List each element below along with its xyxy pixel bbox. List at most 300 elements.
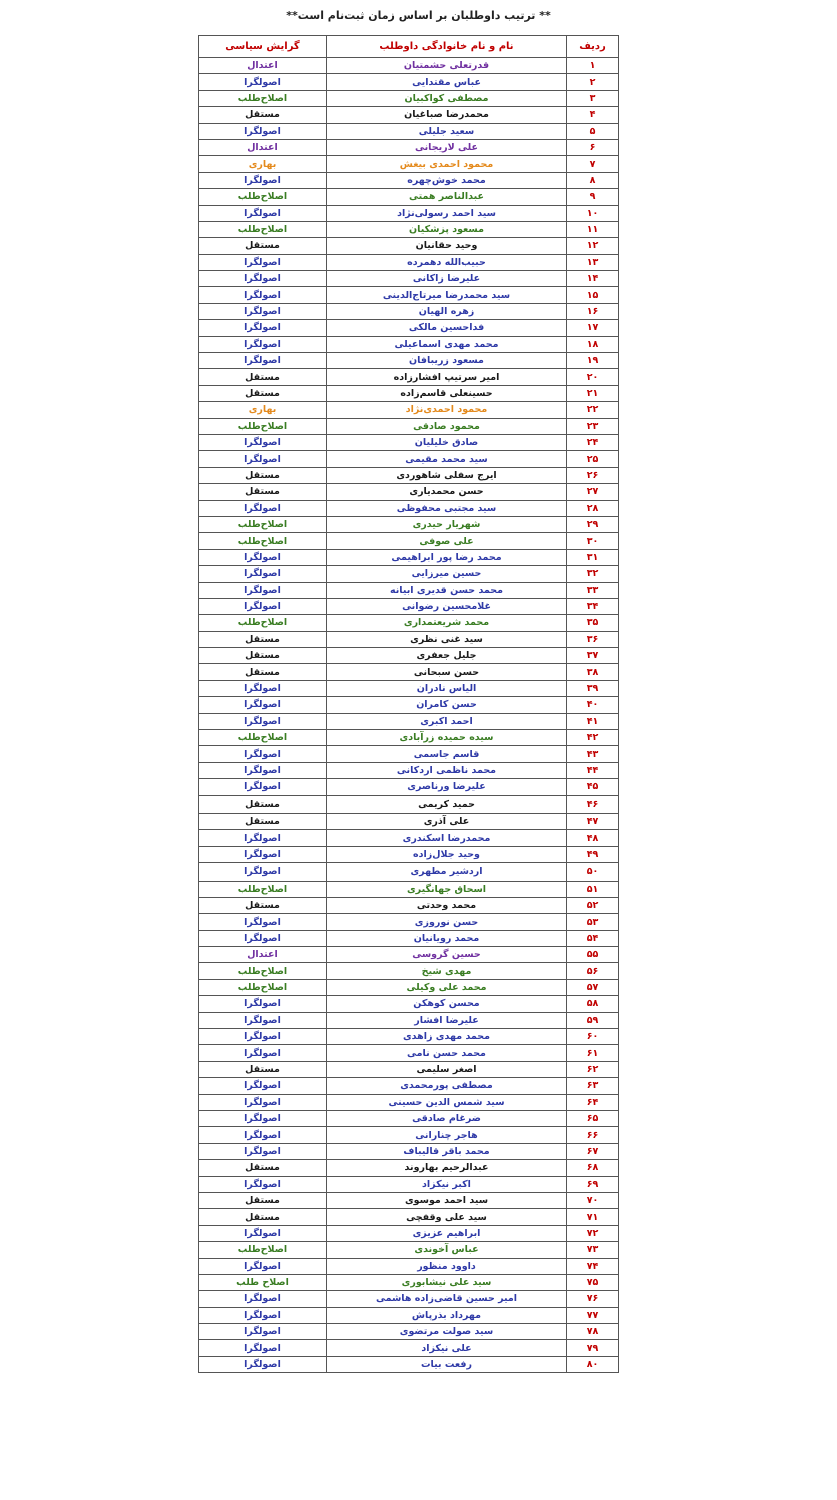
candidate-name: محمود احمدی بیغش	[327, 156, 567, 172]
political-tendency: مستقل	[199, 467, 327, 483]
political-tendency: اصولگرا	[199, 172, 327, 188]
table-row	[199, 979, 619, 995]
table-row	[199, 1029, 619, 1045]
political-tendency: اصولگرا	[199, 205, 327, 221]
table-row	[199, 631, 619, 647]
row-number: ۴۷	[567, 813, 619, 829]
candidate-name: محسن کوهکن	[327, 996, 567, 1012]
candidate-name: محمد مهدی زاهدی	[327, 1029, 567, 1045]
table-row	[199, 830, 619, 846]
row-number: ۷۱	[567, 1209, 619, 1225]
table-row	[199, 418, 619, 434]
row-number: ۳۰	[567, 533, 619, 549]
table-row	[199, 500, 619, 516]
political-tendency: اصلاح‌طلب	[199, 221, 327, 237]
row-number: ۱۳	[567, 254, 619, 270]
candidate-name: شهریار حیدری	[327, 516, 567, 532]
row-number: ۱۷	[567, 320, 619, 336]
candidate-name: غلامحسین رضوانی	[327, 598, 567, 614]
candidate-name: ایرج سفلی شاهوردی	[327, 467, 567, 483]
political-tendency: اصولگرا	[199, 1094, 327, 1110]
table-row	[199, 238, 619, 254]
row-number: ۶۸	[567, 1160, 619, 1176]
table-row	[199, 863, 619, 881]
candidate-name: محمد علی وکیلی	[327, 979, 567, 995]
row-number: ۶	[567, 139, 619, 155]
political-tendency: اعتدال	[199, 139, 327, 155]
table-row	[199, 1209, 619, 1225]
table-row	[199, 813, 619, 829]
table-row	[199, 697, 619, 713]
row-number: ۲۱	[567, 385, 619, 401]
candidate-name: حسینعلی قاسم‌زاده	[327, 385, 567, 401]
table-row	[199, 615, 619, 631]
row-number: ۵۱	[567, 881, 619, 897]
political-tendency: اصولگرا	[199, 1356, 327, 1372]
row-number: ۴۸	[567, 830, 619, 846]
political-tendency: اعتدال	[199, 58, 327, 74]
candidate-name: رفعت بیات	[327, 1356, 567, 1372]
row-number: ۳۱	[567, 549, 619, 565]
row-number: ۳	[567, 90, 619, 106]
table-row	[199, 846, 619, 862]
row-number: ۷۹	[567, 1340, 619, 1356]
table-row	[199, 1291, 619, 1307]
table-row	[199, 1307, 619, 1323]
political-tendency: مستقل	[199, 1160, 327, 1176]
row-number: ۳۴	[567, 598, 619, 614]
political-tendency: اصولگرا	[199, 549, 327, 565]
row-number: ۶۰	[567, 1029, 619, 1045]
political-tendency: اصولگرا	[199, 500, 327, 516]
row-number: ۳۷	[567, 648, 619, 664]
political-tendency: اصولگرا	[199, 320, 327, 336]
candidate-name: علیرضا ورناصری	[327, 779, 567, 795]
candidate-name: علیرضا زاکانی	[327, 271, 567, 287]
political-tendency: مستقل	[199, 385, 327, 401]
row-number: ۸۰	[567, 1356, 619, 1372]
candidate-name: مهدی شیخ	[327, 963, 567, 979]
political-tendency: اصولگرا	[199, 863, 327, 881]
table-row	[199, 1045, 619, 1061]
row-number: ۶۷	[567, 1143, 619, 1159]
table-row	[199, 881, 619, 897]
candidate-name: سید احمد رسولی‌نژاد	[327, 205, 567, 221]
political-tendency: اصلاح‌طلب	[199, 516, 327, 532]
header-row	[199, 36, 619, 58]
table-row	[199, 221, 619, 237]
candidate-name: محمد رویانیان	[327, 930, 567, 946]
political-tendency: مستقل	[199, 1061, 327, 1077]
candidate-name: سیده حمیده زرآبادی	[327, 730, 567, 746]
political-tendency: اصلاح‌طلب	[199, 1242, 327, 1258]
row-number: ۲	[567, 74, 619, 90]
table-row	[199, 795, 619, 813]
table-row	[199, 947, 619, 963]
table-row	[199, 1143, 619, 1159]
political-tendency: اعتدال	[199, 947, 327, 963]
row-number: ۵	[567, 123, 619, 139]
political-tendency: اصولگرا	[199, 451, 327, 467]
row-number: ۶۵	[567, 1111, 619, 1127]
row-number: ۱۱	[567, 221, 619, 237]
political-tendency: اصولگرا	[199, 271, 327, 287]
political-tendency: اصولگرا	[199, 697, 327, 713]
table-row	[199, 402, 619, 418]
political-tendency: اصلاح‌طلب	[199, 189, 327, 205]
table-row	[199, 156, 619, 172]
row-number: ۴۲	[567, 730, 619, 746]
political-tendency: اصولگرا	[199, 762, 327, 778]
candidate-name: محمد ناظمی اردکانی	[327, 762, 567, 778]
candidate-name: محمد وحدتی	[327, 897, 567, 913]
table-row	[199, 1324, 619, 1340]
political-tendency: اصولگرا	[199, 830, 327, 846]
candidate-name: سید احمد موسوی	[327, 1192, 567, 1208]
candidate-name: حسن سبحانی	[327, 664, 567, 680]
political-tendency: اصولگرا	[199, 434, 327, 450]
candidate-name: عبدالناصر همتی	[327, 189, 567, 205]
political-tendency: اصولگرا	[199, 336, 327, 352]
political-tendency: اصلاح‌طلب	[199, 881, 327, 897]
political-tendency: اصولگرا	[199, 846, 327, 862]
political-tendency: اصلاح‌طلب	[199, 979, 327, 995]
candidate-name: سید شمس الدین حسینی	[327, 1094, 567, 1110]
table-row	[199, 1160, 619, 1176]
candidate-name: حسن محمدیاری	[327, 484, 567, 500]
political-tendency: اصولگرا	[199, 1045, 327, 1061]
candidate-name: صادق خلیلیان	[327, 434, 567, 450]
political-tendency: مستقل	[199, 484, 327, 500]
table-row	[199, 1340, 619, 1356]
row-number: ۷	[567, 156, 619, 172]
row-number: ۳۹	[567, 680, 619, 696]
table-row	[199, 730, 619, 746]
political-tendency: اصلاح‌طلب	[199, 90, 327, 106]
political-tendency: اصولگرا	[199, 1176, 327, 1192]
table-row	[199, 1242, 619, 1258]
candidate-name: محمد حسن نامی	[327, 1045, 567, 1061]
row-number: ۵۳	[567, 914, 619, 930]
candidate-name: عباس آخوندی	[327, 1242, 567, 1258]
table-row	[199, 1127, 619, 1143]
table-row	[199, 107, 619, 123]
table-row	[199, 369, 619, 385]
candidate-name: سعید جلیلی	[327, 123, 567, 139]
table-row	[199, 963, 619, 979]
row-number: ۴۹	[567, 846, 619, 862]
candidate-name: حسین گروسی	[327, 947, 567, 963]
candidate-name: محمود صادقی	[327, 418, 567, 434]
table-row	[199, 467, 619, 483]
candidate-name: محمد مهدی اسماعیلی	[327, 336, 567, 352]
table-row	[199, 139, 619, 155]
header-name: نام و نام خانوادگی داوطلب	[327, 36, 567, 58]
row-number: ۴۰	[567, 697, 619, 713]
candidate-name: محمد خوش‌چهره	[327, 172, 567, 188]
table-row	[199, 287, 619, 303]
candidate-name: عبدالرحیم بهاروند	[327, 1160, 567, 1176]
candidate-name: ابراهیم عزیزی	[327, 1225, 567, 1241]
political-tendency: اصولگرا	[199, 287, 327, 303]
row-number: ۳۲	[567, 566, 619, 582]
table-row	[199, 189, 619, 205]
candidate-name: الیاس نادران	[327, 680, 567, 696]
political-tendency: اصولگرا	[199, 303, 327, 319]
table-row	[199, 58, 619, 74]
table-row	[199, 172, 619, 188]
row-number: ۲۲	[567, 402, 619, 418]
political-tendency: اصولگرا	[199, 1127, 327, 1143]
row-number: ۶۴	[567, 1094, 619, 1110]
candidate-name: سید غنی نظری	[327, 631, 567, 647]
table-row	[199, 664, 619, 680]
table-row	[199, 1274, 619, 1290]
candidate-name: مصطفی پورمحمدی	[327, 1078, 567, 1094]
table-row	[199, 582, 619, 598]
table-row	[199, 336, 619, 352]
political-tendency: مستقل	[199, 795, 327, 813]
candidate-name: علیرضا افشار	[327, 1012, 567, 1028]
candidate-name: حسن کامران	[327, 697, 567, 713]
table-row	[199, 303, 619, 319]
candidate-name: حمید کریمی	[327, 795, 567, 813]
political-tendency: مستقل	[199, 107, 327, 123]
row-number: ۲۵	[567, 451, 619, 467]
candidate-name: مهرداد بذرپاش	[327, 1307, 567, 1323]
header-num: ردیف	[567, 36, 619, 58]
row-number: ۸	[567, 172, 619, 188]
political-tendency: اصولگرا	[199, 1012, 327, 1028]
candidate-name: امیر حسین قاضی‌زاده هاشمی	[327, 1291, 567, 1307]
row-number: ۷۸	[567, 1324, 619, 1340]
row-number: ۴۱	[567, 713, 619, 729]
table-row	[199, 1258, 619, 1274]
candidate-name: اکبر نیکزاد	[327, 1176, 567, 1192]
row-number: ۲۰	[567, 369, 619, 385]
candidate-name: علی نیکزاد	[327, 1340, 567, 1356]
political-tendency: بهاری	[199, 156, 327, 172]
political-tendency: اصولگرا	[199, 713, 327, 729]
table-row	[199, 385, 619, 401]
row-number: ۹	[567, 189, 619, 205]
table-row	[199, 533, 619, 549]
row-number: ۱۹	[567, 353, 619, 369]
table-row	[199, 205, 619, 221]
political-tendency: مستقل	[199, 813, 327, 829]
candidate-name: اسحاق جهانگیری	[327, 881, 567, 897]
table-row	[199, 779, 619, 795]
political-tendency: اصلاح طلب	[199, 1274, 327, 1290]
political-tendency: اصلاح‌طلب	[199, 963, 327, 979]
row-number: ۵۶	[567, 963, 619, 979]
row-number: ۱۵	[567, 287, 619, 303]
political-tendency: اصولگرا	[199, 123, 327, 139]
political-tendency: مستقل	[199, 897, 327, 913]
row-number: ۵۴	[567, 930, 619, 946]
political-tendency: اصولگرا	[199, 74, 327, 90]
candidate-name: محمد باقر قالیباف	[327, 1143, 567, 1159]
candidate-name: قدرتعلی حشمتیان	[327, 58, 567, 74]
candidate-name: محمدرضا صباغیان	[327, 107, 567, 123]
row-number: ۱	[567, 58, 619, 74]
political-tendency: اصلاح‌طلب	[199, 418, 327, 434]
table-row	[199, 762, 619, 778]
candidate-name: سید علی وقفچی	[327, 1209, 567, 1225]
candidate-name: وحید جلال‌زاده	[327, 846, 567, 862]
table-row	[199, 254, 619, 270]
candidate-name: زهره الهیان	[327, 303, 567, 319]
row-number: ۳۶	[567, 631, 619, 647]
row-number: ۷۰	[567, 1192, 619, 1208]
political-tendency: اصولگرا	[199, 1340, 327, 1356]
candidate-name: حسن نوروزی	[327, 914, 567, 930]
table-row	[199, 434, 619, 450]
row-number: ۶۹	[567, 1176, 619, 1192]
candidate-name: مسعود زریبافان	[327, 353, 567, 369]
table-row	[199, 713, 619, 729]
candidate-name: حسین میرزایی	[327, 566, 567, 582]
row-number: ۴۶	[567, 795, 619, 813]
candidate-name: محمدرضا اسکندری	[327, 830, 567, 846]
row-number: ۷۶	[567, 1291, 619, 1307]
candidate-name: سید محمدرضا میرتاج‌الدینی	[327, 287, 567, 303]
row-number: ۲۸	[567, 500, 619, 516]
political-tendency: اصولگرا	[199, 1111, 327, 1127]
row-number: ۲۳	[567, 418, 619, 434]
political-tendency: اصولگرا	[199, 598, 327, 614]
table-row	[199, 1192, 619, 1208]
table-row	[199, 353, 619, 369]
political-tendency: اصولگرا	[199, 1225, 327, 1241]
political-tendency: اصلاح‌طلب	[199, 533, 327, 549]
table-row	[199, 123, 619, 139]
table-row	[199, 1094, 619, 1110]
table-row	[199, 1078, 619, 1094]
row-number: ۶۶	[567, 1127, 619, 1143]
political-tendency: مستقل	[199, 631, 327, 647]
row-number: ۷۲	[567, 1225, 619, 1241]
page-title: ** ترتیب داوطلبان بر اساس زمان ثبت‌نام است**	[286, 9, 551, 22]
candidate-name: علی صوفی	[327, 533, 567, 549]
political-tendency: بهاری	[199, 402, 327, 418]
row-number: ۵۷	[567, 979, 619, 995]
table-row	[199, 1225, 619, 1241]
candidate-name: جلیل جعفری	[327, 648, 567, 664]
political-tendency: اصولگرا	[199, 1258, 327, 1274]
table-row	[199, 90, 619, 106]
row-number: ۱۰	[567, 205, 619, 221]
candidate-name: ضرغام صادقی	[327, 1111, 567, 1127]
table-row	[199, 74, 619, 90]
table-row	[199, 484, 619, 500]
candidate-name: فداحسین مالکی	[327, 320, 567, 336]
row-number: ۲۶	[567, 467, 619, 483]
row-number: ۷۴	[567, 1258, 619, 1274]
row-number: ۱۸	[567, 336, 619, 352]
table-row	[199, 320, 619, 336]
table-row	[199, 680, 619, 696]
political-tendency: مستقل	[199, 1192, 327, 1208]
candidate-name: علی لاریجانی	[327, 139, 567, 155]
row-number: ۶۳	[567, 1078, 619, 1094]
political-tendency: اصولگرا	[199, 1324, 327, 1340]
political-tendency: اصولگرا	[199, 914, 327, 930]
table-row	[199, 1061, 619, 1077]
candidate-name: اردشیر مطهری	[327, 863, 567, 881]
table-row	[199, 1356, 619, 1372]
row-number: ۵۹	[567, 1012, 619, 1028]
table-row	[199, 566, 619, 582]
political-tendency: مستقل	[199, 1209, 327, 1225]
row-number: ۱۶	[567, 303, 619, 319]
candidate-name: سید محمد مقیمی	[327, 451, 567, 467]
candidate-name: عباس مقتدایی	[327, 74, 567, 90]
row-number: ۳۳	[567, 582, 619, 598]
candidates-body	[199, 58, 619, 1373]
candidate-name: مسعود پزشکیان	[327, 221, 567, 237]
political-tendency: مستقل	[199, 664, 327, 680]
candidate-name: محمود احمدی‌نژاد	[327, 402, 567, 418]
row-number: ۲۷	[567, 484, 619, 500]
table-row	[199, 598, 619, 614]
row-number: ۵۲	[567, 897, 619, 913]
table-row	[199, 897, 619, 913]
candidate-name: محمد شریعتمداری	[327, 615, 567, 631]
candidate-name: مصطفی کواکبیان	[327, 90, 567, 106]
row-number: ۴	[567, 107, 619, 123]
candidate-name: علی آذری	[327, 813, 567, 829]
table-row	[199, 1111, 619, 1127]
row-number: ۵۵	[567, 947, 619, 963]
political-tendency: اصولگرا	[199, 566, 327, 582]
political-tendency: مستقل	[199, 238, 327, 254]
candidate-name: وحید حقانیان	[327, 238, 567, 254]
political-tendency: اصولگرا	[199, 680, 327, 696]
candidate-name: محمد حسن قدیری ابیانه	[327, 582, 567, 598]
candidate-name: اصغر سلیمی	[327, 1061, 567, 1077]
row-number: ۴۳	[567, 746, 619, 762]
row-number: ۷۷	[567, 1307, 619, 1323]
candidate-name: سید صولت مرتضوی	[327, 1324, 567, 1340]
row-number: ۲۹	[567, 516, 619, 532]
table-row	[199, 996, 619, 1012]
political-tendency: اصولگرا	[199, 1307, 327, 1323]
political-tendency: اصولگرا	[199, 1078, 327, 1094]
table-row	[199, 914, 619, 930]
table-row	[199, 930, 619, 946]
row-number: ۳۵	[567, 615, 619, 631]
table-row	[199, 451, 619, 467]
political-tendency: اصولگرا	[199, 353, 327, 369]
table-row	[199, 271, 619, 287]
political-tendency: اصولگرا	[199, 582, 327, 598]
row-number: ۶۱	[567, 1045, 619, 1061]
political-tendency: اصلاح‌طلب	[199, 730, 327, 746]
political-tendency: اصلاح‌طلب	[199, 615, 327, 631]
table-row	[199, 1012, 619, 1028]
political-tendency: اصولگرا	[199, 1291, 327, 1307]
political-tendency: اصولگرا	[199, 930, 327, 946]
row-number: ۱۴	[567, 271, 619, 287]
row-number: ۷۳	[567, 1242, 619, 1258]
political-tendency: اصولگرا	[199, 746, 327, 762]
row-number: ۵۸	[567, 996, 619, 1012]
candidates-table	[198, 35, 619, 1373]
table-row	[199, 746, 619, 762]
table-row	[199, 648, 619, 664]
candidate-name: هاجر چنارانی	[327, 1127, 567, 1143]
